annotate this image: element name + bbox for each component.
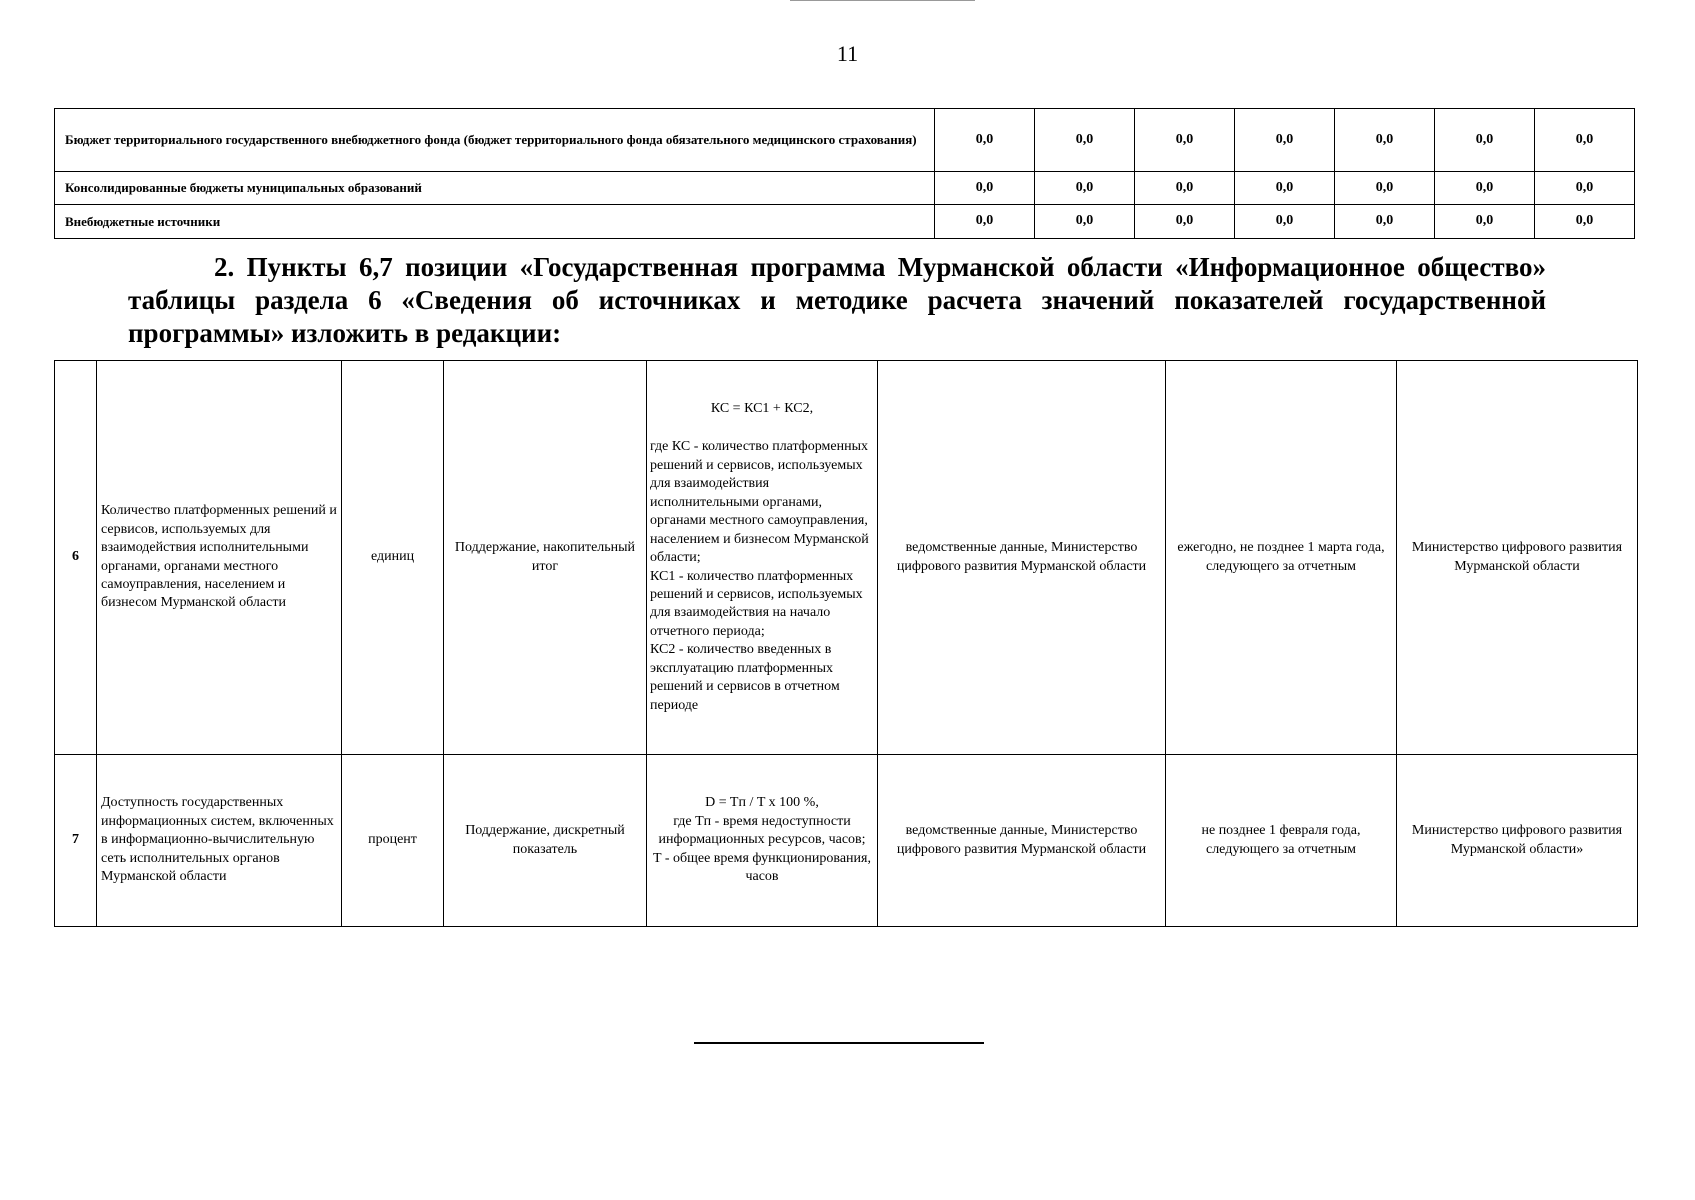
value-cell: 0,0 [1035,109,1135,172]
top-rule [790,0,975,1]
data-source-cell: ведомственные данные, Министерство цифрового развития Мурманской области [878,755,1166,927]
funding-source-cell: Бюджет территориального государственного внебюджетного фонда (бюджет территориального фонда обязательного медицинского страхования) [55,109,935,172]
budget-table [54,108,1635,239]
row-number-cell: 7 [55,755,97,927]
value-cell: 0,0 [1335,172,1435,205]
table-row [55,172,1635,205]
timing-cell: ежегодно, не позднее 1 марта года, следующего за отчетным [1166,361,1397,755]
value-cell: 0,0 [1135,205,1235,239]
value-cell: 0,0 [1435,109,1535,172]
formula-expression: КС = КС1 + КС2, [710,400,814,416]
table-row [55,205,1635,239]
amendment-instruction: 2. Пункты 6,7 позиции «Государственная программа Мурманской области «Информационное общество» таблицы раздела 6 «Сведения об источниках и методике расчета значений показателей государственной программы» изложить в редакции: [128,252,1546,348]
value-cell: 0,0 [1235,205,1335,239]
indicator-type-cell: Поддержание, дискретный показатель [444,755,647,927]
value-cell: 0,0 [1435,205,1535,239]
row-number-cell: 6 [55,361,97,755]
table-row [55,755,1638,927]
indicator-name-cell: Количество платформенных решений и сервисов, используемых для взаимодействия исполнительными органами, органами местного самоуправления, населением и бизнесом Мурманской области [97,361,342,755]
timing-cell: не позднее 1 февраля года, следующего за отчетным [1166,755,1397,927]
value-cell: 0,0 [1535,205,1635,239]
closing-rule [694,1042,984,1044]
value-cell: 0,0 [1235,109,1335,172]
value-cell: 0,0 [935,205,1035,239]
formula-cell [647,361,878,755]
formula-description: где КС - количество платформенных решений и сервисов, используемых для взаимодействия исполнительными органами, органами местного самоуправления, населением и бизнесом Мурманской области; КС1 - количество платформенных решений и сервисов, используемых для взаимодействия на начало отчетного периода; КС2 - количество введенных в эксплуатацию платформенных решений и сервисов в отчетном периоде [650,439,869,713]
value-cell: 0,0 [935,172,1035,205]
value-cell: 0,0 [1435,172,1535,205]
value-cell: 0,0 [1335,109,1435,172]
indicator-type-cell: Поддержание, накопительный итог [444,361,647,755]
responsible-cell: Министерство цифрового развития Мурманской области [1397,361,1638,755]
value-cell: 0,0 [1235,172,1335,205]
indicator-table [54,360,1638,927]
formula-cell: D = Tп / T x 100 %, где Tп - время недоступности информационных ресурсов, часов; T - общее время функционирования, часов [647,755,878,927]
data-source-cell: ведомственные данные, Министерство цифрового развития Мурманской области [878,361,1166,755]
unit-cell: процент [342,755,444,927]
value-cell: 0,0 [1035,172,1135,205]
value-cell: 0,0 [1135,172,1235,205]
value-cell: 0,0 [1035,205,1135,239]
value-cell: 0,0 [1335,205,1435,239]
table-row [55,109,1635,172]
table-row [55,361,1638,755]
value-cell: 0,0 [935,109,1035,172]
value-cell: 0,0 [1535,172,1635,205]
funding-source-cell: Внебюджетные источники [55,205,935,239]
funding-source-cell: Консолидированные бюджеты муниципальных образований [55,172,935,205]
indicator-name-cell: Доступность государственных информационных систем, включенных в информационно-вычислительную сеть исполнительных органов Мурманской области [97,755,342,927]
value-cell: 0,0 [1535,109,1635,172]
page-number: 11 [836,41,859,66]
unit-cell: единиц [342,361,444,755]
responsible-cell: Министерство цифрового развития Мурманской области» [1397,755,1638,927]
value-cell: 0,0 [1135,109,1235,172]
